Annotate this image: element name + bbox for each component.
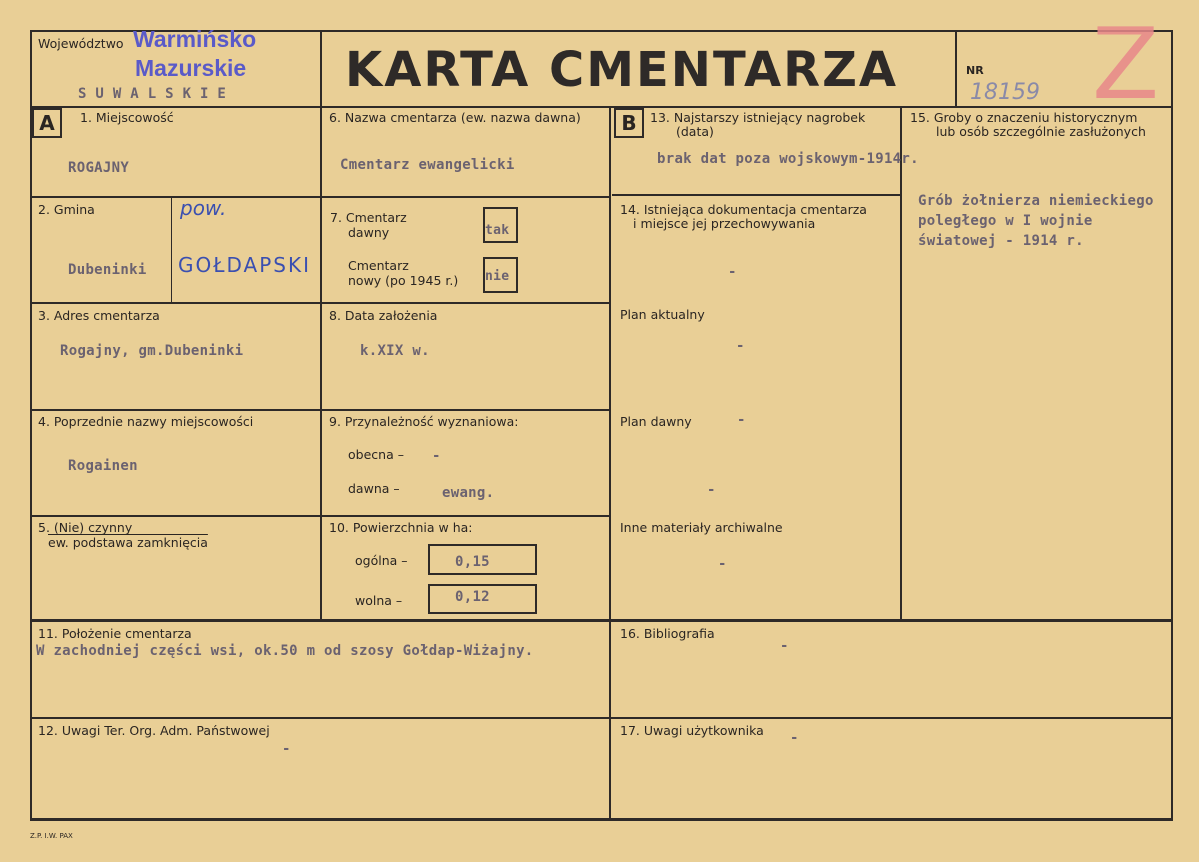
- divider: [612, 194, 900, 196]
- archives-value: -: [718, 556, 727, 572]
- section-a-marker: A: [32, 108, 62, 138]
- frame-right: [1171, 30, 1173, 820]
- field-7-new-sublabel: nowy (po 1945 r.): [348, 273, 459, 288]
- field-14-value: -: [728, 264, 737, 280]
- field-3-value: Rogajny, gm.Dubeninki: [60, 343, 244, 359]
- field-14-sublabel: i miejsce jej przechowywania: [633, 216, 816, 231]
- hand-pow: pow.: [180, 196, 227, 220]
- divider: [30, 409, 610, 411]
- page-title: KARTA CMENTARZA: [345, 42, 899, 98]
- divider: [30, 196, 610, 198]
- field-4-label: 4. Poprzednie nazwy miejscowości: [38, 414, 254, 429]
- field-11-label: 11. Położenie cmentarza: [38, 626, 192, 641]
- field-16-value: -: [780, 638, 789, 654]
- field-9-label: 9. Przynależność wyznaniowa:: [329, 414, 519, 429]
- divider: [30, 619, 1173, 622]
- field-8-value: k.XIX w.: [360, 343, 430, 359]
- divider: [30, 515, 610, 517]
- old-cemetery-box: [483, 207, 518, 243]
- old-cemetery-value: tak: [485, 223, 510, 238]
- typed-region: SUWALSKIE: [78, 86, 235, 102]
- field-13-value: brak dat poza wojskowym-1914r.: [657, 151, 919, 167]
- field-7-old-label: 7. Cmentarz: [330, 210, 407, 225]
- divider: [30, 717, 1173, 719]
- field-10-label: 10. Powierzchnia w ha:: [329, 520, 473, 535]
- area-free-label: wolna –: [355, 593, 403, 608]
- field-1-value: ROGAJNY: [68, 160, 130, 176]
- field-17-value: -: [790, 730, 799, 746]
- divider: [609, 107, 611, 820]
- denomination-former-label: dawna –: [348, 481, 400, 496]
- section-b-marker: B: [614, 108, 644, 138]
- field-12-value: -: [282, 741, 291, 757]
- field-4-value: Rogainen: [68, 458, 138, 474]
- plan-old-value-2: -: [707, 482, 716, 498]
- field-15-label: 15. Groby o znaczeniu historycznym: [910, 110, 1138, 125]
- field-15-line3: światowej - 1914 r.: [918, 233, 1084, 249]
- frame-left: [30, 30, 32, 820]
- archives-label: Inne materiały archiwalne: [620, 520, 783, 535]
- stamp-line1: Warmińsko: [133, 26, 257, 52]
- area-free-value: 0,12: [455, 589, 490, 605]
- denomination-former-value: ewang.: [442, 485, 495, 501]
- nr-label: NR: [966, 64, 984, 77]
- field-13-label: 13. Najstarszy istniejący nagrobek: [650, 110, 866, 125]
- field-17-label: 17. Uwagi użytkownika: [620, 723, 764, 738]
- denomination-current-value: -: [432, 448, 441, 464]
- field-15-line2: poległego w I wojnie: [918, 213, 1093, 229]
- area-free-box: [428, 584, 537, 614]
- field-12-label: 12. Uwagi Ter. Org. Adm. Państwowej: [38, 723, 270, 738]
- hand-county: GOŁDAPSKI: [178, 253, 311, 277]
- field-5-sublabel: ew. podstawa zamknięcia: [48, 535, 208, 550]
- divider: [171, 197, 172, 303]
- field-1-label: 1. Miejscowość: [80, 110, 174, 125]
- divider: [320, 30, 322, 620]
- new-cemetery-value: nie: [485, 269, 510, 284]
- plan-old-value: -: [737, 412, 746, 428]
- area-total-value: 0,15: [455, 554, 490, 570]
- field-7-old-sublabel: dawny: [348, 225, 390, 240]
- denomination-current-label: obecna –: [348, 447, 404, 462]
- divider: [955, 30, 957, 107]
- field-16-label: 16. Bibliografia: [620, 626, 715, 641]
- red-z-mark: Z: [1092, 8, 1160, 122]
- plan-old-label: Plan dawny: [620, 414, 692, 429]
- nr-value: 18159: [970, 80, 1040, 105]
- field-2-value: Dubeninki: [68, 262, 147, 278]
- field-3-label: 3. Adres cmentarza: [38, 308, 160, 323]
- area-total-box: [428, 544, 537, 575]
- wojewodztwo-label: Województwo: [38, 36, 124, 51]
- divider: [900, 107, 902, 620]
- divider: [30, 302, 610, 304]
- plan-current-label: Plan aktualny: [620, 307, 705, 322]
- field-6-label: 6. Nazwa cmentarza (ew. nazwa dawna): [329, 110, 581, 125]
- field-13-sublabel: (data): [676, 124, 714, 139]
- printer-imprint: Z.P. I.W. PAX: [30, 832, 73, 840]
- field-5-label: 5. (Nie) czynny: [38, 520, 133, 535]
- field-7-new-label: Cmentarz: [348, 258, 409, 273]
- field-15-line1: Grób żołnierza niemieckiego: [918, 193, 1154, 209]
- field-2-label: 2. Gmina: [38, 202, 95, 217]
- frame-bottom: [30, 818, 1173, 821]
- new-cemetery-box: [483, 257, 518, 293]
- field-8-label: 8. Data założenia: [329, 308, 438, 323]
- plan-current-value: -: [736, 338, 745, 354]
- field-6-value: Cmentarz ewangelicki: [340, 157, 515, 173]
- field-11-value: W zachodniej części wsi, ok.50 m od szosy Gołdap-Wiżajny.: [36, 643, 534, 659]
- field-15-sublabel: lub osób szczególnie zasłużonych: [936, 124, 1146, 139]
- field-14-label: 14. Istniejąca dokumentacja cmentarza: [620, 202, 867, 217]
- header-divider: [30, 106, 1173, 108]
- area-total-label: ogólna –: [355, 553, 408, 568]
- stamp-line2: Mazurskie: [135, 55, 247, 81]
